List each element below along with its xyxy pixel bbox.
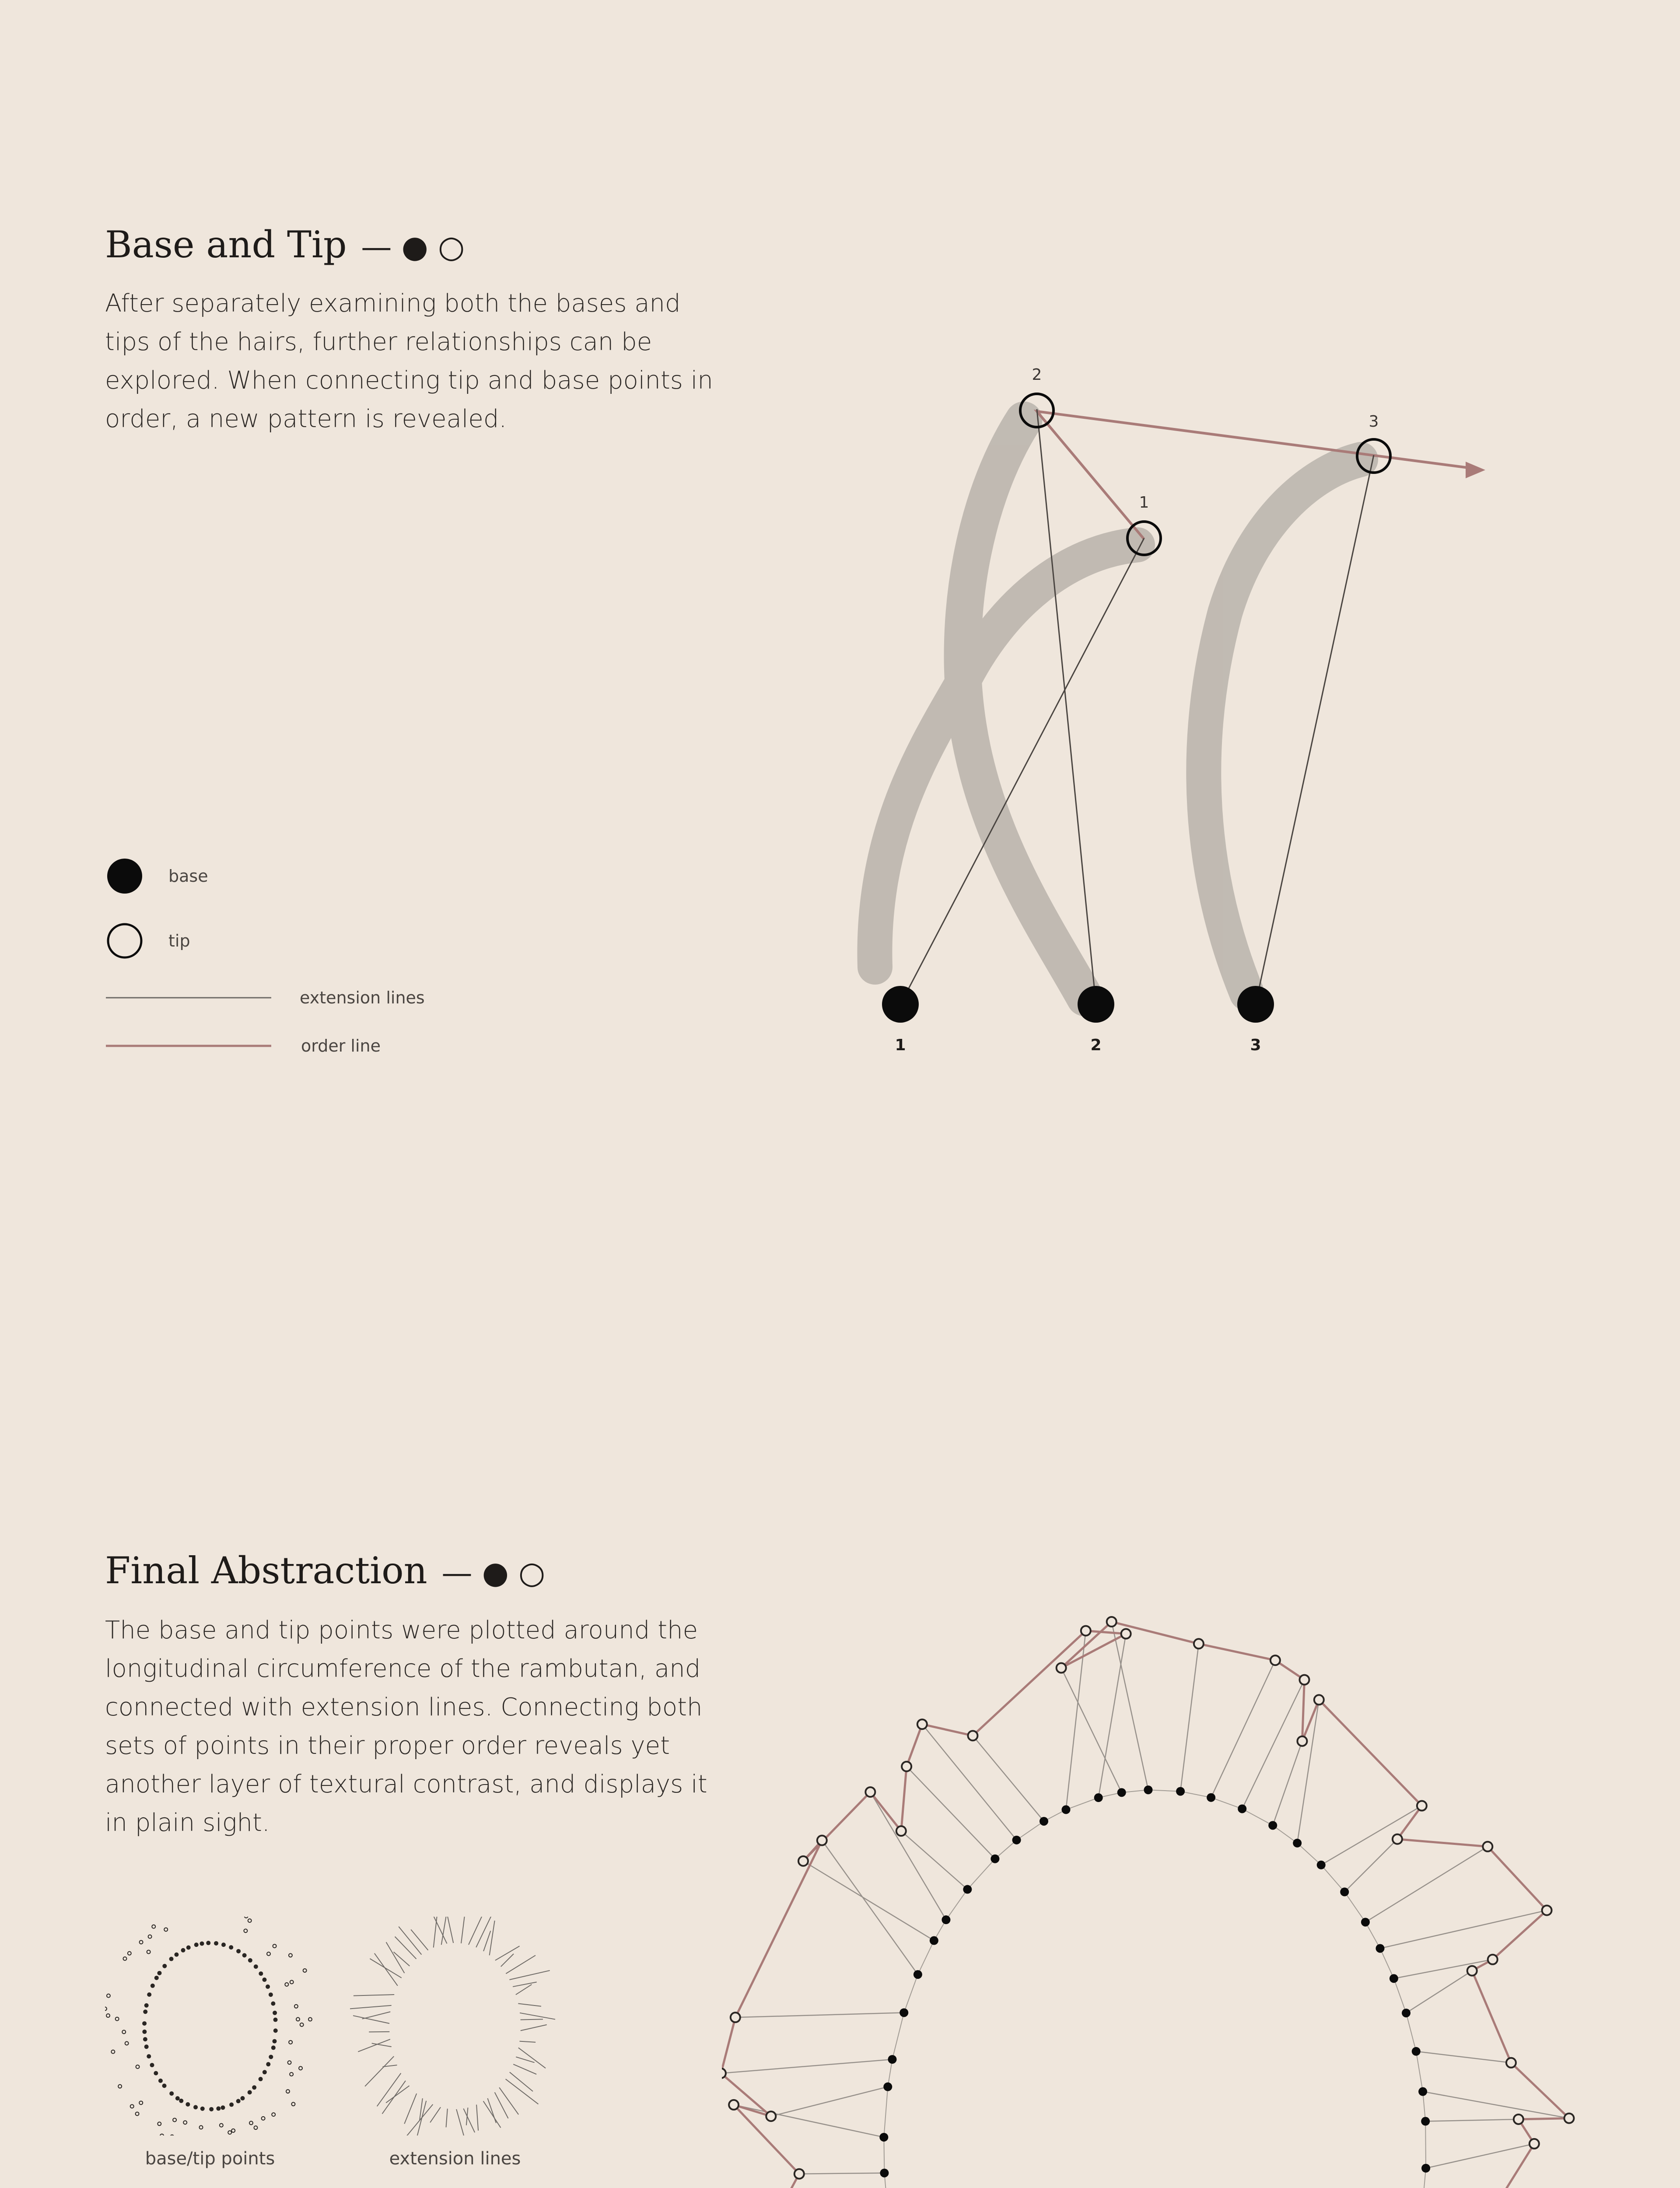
base-point [1421, 2117, 1430, 2126]
extension-line [374, 1953, 398, 1986]
tip-point [107, 1994, 110, 1998]
base-point [1361, 1918, 1370, 1926]
base-point [186, 2102, 190, 2107]
legend-base-label: base [168, 866, 208, 886]
tip-point [286, 2090, 290, 2093]
base-point [242, 1953, 247, 1957]
base-label-2: 2 [1090, 1036, 1102, 1054]
base-point [248, 1958, 252, 1963]
base-point [254, 1964, 258, 1969]
base-point [181, 1948, 186, 1953]
base-point [879, 2133, 888, 2142]
tip-point [290, 1980, 294, 1984]
base-point [1421, 2164, 1430, 2173]
base-point [169, 2091, 174, 2096]
tip-point [262, 2117, 265, 2120]
base-point-1 [882, 986, 919, 1023]
tip-point [118, 2085, 122, 2088]
tip-point [1530, 2139, 1539, 2149]
tip-order-line [722, 1622, 1569, 2188]
tip-point [722, 2069, 726, 2078]
base-point [266, 2062, 270, 2066]
tip-point [1542, 1905, 1552, 1915]
extension-line [510, 2072, 533, 2091]
base-point [169, 1957, 174, 1961]
tip-point [140, 1940, 143, 1944]
base-point [174, 1953, 178, 1957]
extension-line [822, 1841, 918, 1974]
base-point [259, 1971, 263, 1976]
extension-line [411, 1929, 428, 1950]
extension-line [906, 1767, 995, 1859]
base-point [883, 2083, 892, 2091]
tip-label-1: 1 [1139, 494, 1149, 512]
tip-point [148, 1935, 152, 1938]
base-point [262, 1978, 266, 1982]
base-point [194, 1943, 199, 1947]
base-point [1117, 1788, 1126, 1797]
tip-point [896, 1826, 906, 1836]
tip-point [125, 2041, 129, 2045]
tip-point [798, 1856, 808, 1866]
extension-line [513, 2064, 536, 2074]
tip-point [766, 2111, 776, 2121]
tip-point [1194, 1639, 1204, 1648]
section-title-text: Base and Tip [105, 223, 347, 266]
base-point [214, 1941, 218, 1946]
tip-point [1270, 1655, 1280, 1665]
tip-point [1121, 1629, 1131, 1639]
base-point [1094, 1793, 1103, 1802]
tip-point [299, 2066, 302, 2070]
section-paragraph: After separately examining both the bases and tips of the hairs, further relationships can be explored. When connecting tip and base points in order, a new pattern is revealed. [105, 289, 713, 433]
extension-line [513, 1982, 537, 1987]
tip-point [817, 1836, 827, 1845]
section-title [105, 1549, 545, 1592]
extension-line [469, 1917, 484, 1945]
extension-line [495, 2092, 508, 2118]
extension-line [734, 2105, 884, 2137]
thumbnail-points-label: base/tip points [145, 2149, 275, 2169]
extension-line [404, 2093, 416, 2124]
extension-line [1394, 1960, 1493, 1979]
base-point [990, 1855, 999, 1863]
base-point [1238, 1804, 1246, 1813]
base-point [1317, 1861, 1326, 1869]
base-point [144, 2044, 149, 2049]
extension-line [382, 2081, 406, 2114]
section-final-abstraction [0, 1488, 1680, 2188]
extension-line [354, 1995, 394, 1996]
tip-point [1081, 1626, 1091, 1636]
tip-point [173, 2118, 176, 2121]
base-point [1293, 1839, 1302, 1848]
base-tip-symbol-icon: — ● ○ [441, 1555, 546, 1591]
base-point [963, 1885, 972, 1894]
tip-point [164, 1928, 168, 1931]
base-point [158, 2079, 163, 2083]
tip-point [731, 2013, 740, 2022]
extension-line [350, 2006, 392, 2009]
extension-line [365, 2056, 394, 2086]
extension-line [1242, 1680, 1304, 1809]
tip-point [254, 2126, 257, 2129]
legend-tip-label: tip [168, 931, 190, 950]
extension-line [490, 1921, 495, 1955]
thumbnail-points [105, 1917, 315, 2135]
tip-point [249, 2121, 253, 2125]
tip-point [122, 2030, 126, 2034]
base-point [200, 1941, 204, 1946]
tip-point [139, 2101, 143, 2104]
tip-point [1467, 1966, 1477, 1976]
base-point [1176, 1787, 1185, 1796]
base-point [220, 2105, 225, 2110]
tip-point [220, 2124, 223, 2127]
base-point [1144, 1785, 1153, 1794]
base-point [193, 2105, 198, 2109]
base-point [143, 2009, 147, 2014]
extension-line [446, 2109, 448, 2128]
base-point [179, 2099, 183, 2103]
legend-order-label: order line [301, 1036, 381, 1055]
extension-line [1321, 1806, 1422, 1865]
base-point [914, 1970, 922, 1979]
tip-point [1297, 1736, 1307, 1746]
legend-base-icon [107, 859, 142, 894]
tip-point [105, 2007, 107, 2010]
section-title [105, 223, 465, 266]
extension-line [722, 2059, 892, 2073]
base-point [236, 2099, 241, 2103]
base-point [1340, 1887, 1349, 1896]
hair-diagram [831, 341, 1531, 1076]
tip-point [128, 1952, 131, 1955]
base-point [252, 2085, 256, 2090]
tip-point [294, 2005, 298, 2008]
extension-line [476, 2105, 478, 2131]
base-point [144, 2003, 149, 2008]
extension-line [461, 1917, 466, 1943]
base-point [1418, 2087, 1427, 2096]
tip-point [273, 1944, 276, 1948]
base-tip-symbol-icon: — ● ○ [361, 229, 465, 265]
tip-point [289, 1953, 292, 1957]
base-point [150, 2063, 154, 2067]
tip-point [1393, 1834, 1402, 1844]
extension-line [1365, 1847, 1488, 1922]
extension-line [1426, 2144, 1534, 2168]
extension-line [1180, 1644, 1199, 1791]
extension-line [922, 1724, 1017, 1840]
base-point [1402, 2009, 1410, 2017]
base-point [147, 2054, 151, 2058]
tip-point [248, 1919, 252, 1922]
final-abstraction-diagram [722, 1584, 1575, 2188]
extension-line [870, 1792, 946, 1920]
base-point-2 [1078, 986, 1114, 1023]
extension-line [1297, 1700, 1319, 1843]
base-order-line [884, 1790, 1426, 2188]
extension-line [1423, 2092, 1569, 2118]
tip-point [296, 2017, 300, 2021]
base-point [1012, 1836, 1021, 1844]
extension-line [444, 1917, 453, 1943]
base-point [269, 1992, 273, 1997]
base-point [900, 2008, 908, 2017]
tip-point [1488, 1955, 1498, 1964]
tip-point [231, 2129, 235, 2132]
base-point [942, 1915, 950, 1924]
tip-point [245, 1917, 248, 1918]
tip-point [130, 2104, 134, 2108]
base-point [248, 2090, 252, 2094]
extension-line [1380, 1910, 1547, 1948]
extension-line [495, 1946, 520, 1960]
extension-line [1416, 2051, 1511, 2063]
extension-line [518, 2004, 541, 2006]
base-point [1412, 2047, 1421, 2056]
base-point [888, 2055, 896, 2064]
base-point [271, 2045, 276, 2050]
base-point [229, 2103, 234, 2107]
tip-point [1107, 1617, 1116, 1627]
base-point [154, 2071, 158, 2076]
base-point [147, 1992, 151, 1997]
extension-line [483, 2101, 501, 2128]
base-point [880, 2169, 889, 2177]
tip-point [865, 1787, 875, 1797]
base-point [162, 1964, 167, 1968]
extension-line [399, 1927, 421, 1955]
base-point [1376, 1944, 1385, 1953]
tip-point [291, 2102, 295, 2106]
tip-point [289, 2041, 292, 2044]
base-point [266, 1985, 270, 1989]
extension-line [519, 2041, 536, 2042]
tip-point [183, 2121, 187, 2124]
base-point [206, 1941, 210, 1945]
base-point [143, 2037, 147, 2041]
extension-line [362, 2012, 391, 2019]
extension-line [771, 2087, 888, 2116]
section-paragraph: The base and tip points were plotted around the longitudinal circumference of the rambutan, and connected with extension lines. Connecting both sets of points in their proper order reveals yet another layer of textural contrast, and displays it in plain sight. [105, 1616, 707, 1837]
base-point [259, 2077, 263, 2081]
tip-point [290, 2072, 293, 2076]
base-point [271, 2002, 275, 2006]
extension-line [506, 1955, 536, 1974]
extension-line [499, 2087, 518, 2114]
extension-line [521, 2025, 547, 2031]
extension-line [483, 1931, 490, 1951]
base-point [142, 2021, 147, 2026]
extension-line [1273, 1741, 1302, 1826]
tip-point [136, 2065, 140, 2069]
section-title-text: Final Abstraction [105, 1549, 427, 1592]
tip-point [300, 2023, 304, 2027]
legend-tip-icon [108, 924, 141, 957]
tip-point [116, 2017, 119, 2021]
extension-line [1425, 2119, 1519, 2121]
base-label-1: 1 [895, 1036, 906, 1054]
base-point [216, 2106, 220, 2111]
extension-line [476, 1917, 491, 1947]
tip-point [152, 1925, 155, 1929]
tip-point [968, 1731, 977, 1740]
base-label-3: 3 [1250, 1036, 1261, 1054]
extension-line [1112, 1622, 1148, 1790]
tip-point [729, 2100, 738, 2110]
base-point [209, 2107, 214, 2111]
base-point [1268, 1821, 1277, 1830]
base-point [142, 2030, 147, 2034]
tip-point [285, 1983, 288, 1986]
base-point [186, 1946, 191, 1950]
base-points [879, 1785, 1430, 2188]
base-point [273, 2028, 278, 2033]
thumbnail-extension-label: extension lines [389, 2149, 521, 2169]
base-point [269, 2055, 273, 2059]
base-point [930, 1936, 938, 1945]
base-point [1040, 1817, 1048, 1826]
tip-point [1314, 1695, 1324, 1704]
tip-point [1506, 2058, 1516, 2068]
base-point [162, 2083, 167, 2088]
tip-point [1483, 1842, 1492, 1851]
base-point [175, 2096, 180, 2100]
tip-point [200, 2125, 203, 2129]
base-point [272, 2039, 276, 2044]
extension-line [1406, 1971, 1472, 2013]
thumbnail-extension-lines [350, 1917, 560, 2135]
base-point [262, 2070, 267, 2074]
extension-line [799, 2173, 885, 2174]
base-point-3 [1237, 986, 1274, 1023]
tip-point [303, 1969, 307, 1972]
extension-line [386, 1942, 405, 1973]
base-point [200, 2107, 205, 2111]
base-point [221, 1943, 226, 1947]
tip-point [1057, 1663, 1066, 1673]
tip-point [147, 1950, 150, 1953]
base-point [150, 1984, 155, 1988]
tip-points [722, 1617, 1574, 2188]
extension-line [520, 2013, 555, 2020]
tip-point [160, 2134, 164, 2135]
tip-point [902, 1762, 911, 1771]
extension-line [509, 1971, 550, 1980]
tip-point [288, 2061, 291, 2064]
tip-label-3: 3 [1368, 413, 1379, 431]
tip-point [106, 2014, 110, 2017]
tip-point [244, 1929, 247, 1932]
legend-lines [105, 993, 280, 1055]
tip-point [228, 2131, 231, 2134]
tip-point [1299, 1675, 1309, 1685]
extension-lines [722, 1622, 1569, 2188]
legend-extension-label: extension lines [300, 988, 425, 1007]
base-point [240, 2096, 245, 2100]
extension-line [973, 1736, 1044, 1821]
tip-point [1417, 1801, 1427, 1811]
base-point [273, 2018, 278, 2022]
base-point [1390, 1974, 1398, 1983]
extension-line [521, 2019, 543, 2020]
extension-line [441, 1917, 448, 1945]
extension-line [463, 2108, 475, 2132]
extension-line [1211, 1660, 1275, 1798]
order-arrow-icon [1466, 462, 1485, 478]
base-point [236, 1949, 241, 1953]
hair-3 [1204, 459, 1361, 993]
tip-point [123, 1957, 126, 1960]
extension-line [370, 1959, 401, 1978]
extension-line [735, 2013, 904, 2017]
extension-line [518, 2048, 546, 2068]
extension-line [430, 2107, 441, 2122]
tip-point [1514, 2114, 1523, 2124]
tip-label-2: 2 [1032, 366, 1042, 384]
base-point [229, 1945, 233, 1950]
base-point [157, 1971, 161, 1975]
base-point [1062, 1805, 1071, 1814]
hair-1 [875, 545, 1138, 967]
extension-line [803, 1861, 934, 1941]
base-point [154, 1976, 159, 1980]
base-point [273, 2011, 277, 2015]
tip-point [308, 2018, 312, 2021]
tip-point [158, 2122, 161, 2125]
tip-point [794, 2169, 804, 2179]
tip-point [1564, 2114, 1574, 2123]
tip-point [272, 2113, 275, 2116]
tip-point [267, 1952, 270, 1956]
base-point [1207, 1793, 1215, 1802]
tip-point [917, 1719, 927, 1729]
extension-line [377, 2073, 401, 2107]
tip-point [136, 2112, 139, 2115]
tip-point [111, 2050, 115, 2054]
